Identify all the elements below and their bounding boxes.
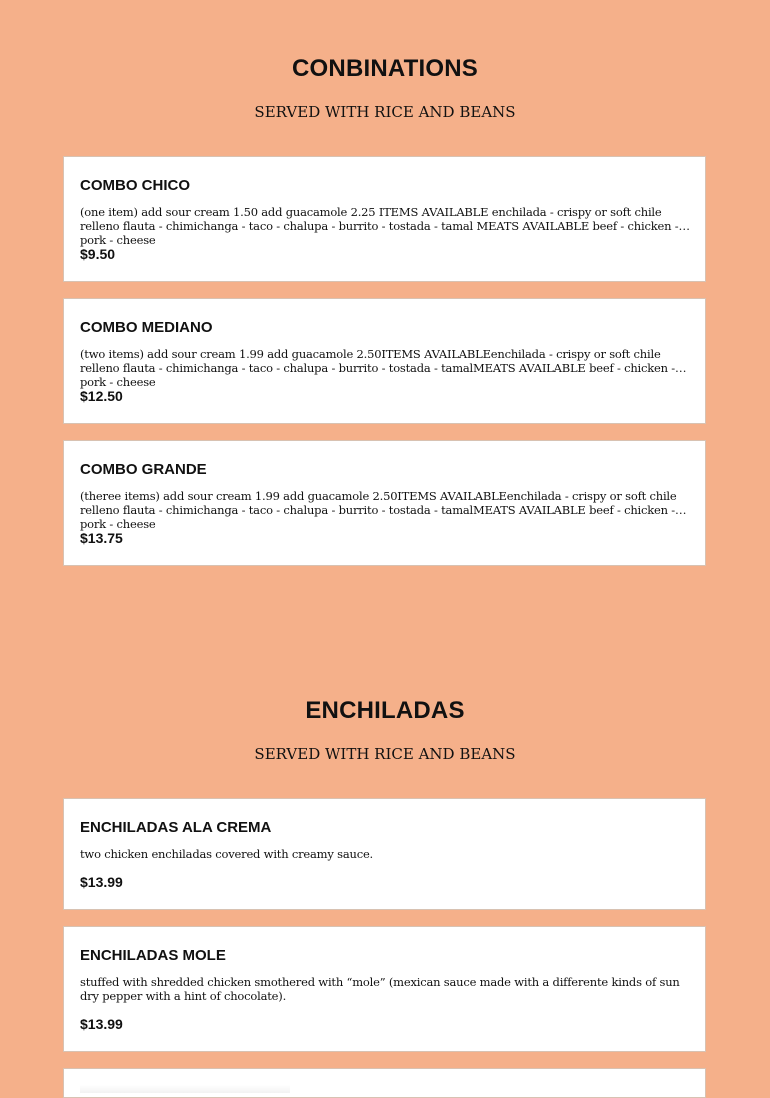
menu-item-name: COMBO GRANDE: [80, 461, 207, 478]
menu-item-name: COMBO CHICO: [80, 177, 190, 194]
menu-item-price: $9.50: [80, 246, 116, 262]
menu-item-price: $13.99: [80, 874, 123, 890]
menu-item-combo-grande[interactable]: [63, 440, 706, 566]
combinations-title: CONBINATIONS: [292, 55, 478, 82]
menu-item-name: ENCHILADAS ALA CREMA: [80, 819, 272, 836]
menu-item-partial[interactable]: [63, 1068, 706, 1098]
menu-item-name-placeholder: [80, 1085, 290, 1093]
menu-item-description: (one item) add sour cream 1.50 add guacamole 2.25 ITEMS AVAILABLE enchilada - crispy or soft chile relleno flauta - chimichanga - taco - chalupa - burrito - tostada - tamal MEATS AVAILABLE beef - chicken - pork - cheese: [80, 205, 679, 247]
menu-item-combo-mediano[interactable]: [63, 298, 706, 424]
menu-item-price: $12.50: [80, 388, 123, 404]
menu-item-price: $13.99: [80, 1016, 123, 1032]
menu-item-name: ENCHILADAS MOLE: [80, 947, 226, 964]
menu-item-price: $13.75: [80, 530, 123, 546]
menu-item-enchiladas-mole[interactable]: [63, 926, 706, 1052]
menu-item-description: stuffed with shredded chicken smothered with “mole” (mexican sauce made with a differente kinds of sun dry pepper with a hint of chocolate).: [80, 975, 680, 1003]
menu-item-description: two chicken enchiladas covered with creamy sauce.: [80, 847, 374, 861]
menu-item-description: (theree items) add sour cream 1.99 add guacamole 2.50ITEMS AVAILABLEenchilada - crispy or soft chile relleno flauta - chimichanga - taco - chalupa - burrito - tostada - tamalMEATS AVAILABLE beef - chicken - pork - cheese: [80, 489, 677, 531]
enchiladas-title: ENCHILADAS: [305, 697, 465, 724]
menu-item-enchiladas-ala-crema[interactable]: [63, 798, 706, 910]
menu-item-description: (two items) add sour cream 1.99 add guacamole 2.50ITEMS AVAILABLEenchilada - crispy or soft chile relleno flauta - chimichanga - taco - chalupa - burrito - tostada - tamalMEATS AVAILABLE beef - chicken - pork - cheese: [80, 347, 675, 389]
menu-item-combo-chico[interactable]: [63, 156, 706, 282]
combinations-subtitle: SERVED WITH RICE AND BEANS: [254, 103, 516, 121]
enchiladas-subtitle: SERVED WITH RICE AND BEANS: [254, 745, 516, 763]
menu-item-name: COMBO MEDIANO: [80, 319, 213, 336]
